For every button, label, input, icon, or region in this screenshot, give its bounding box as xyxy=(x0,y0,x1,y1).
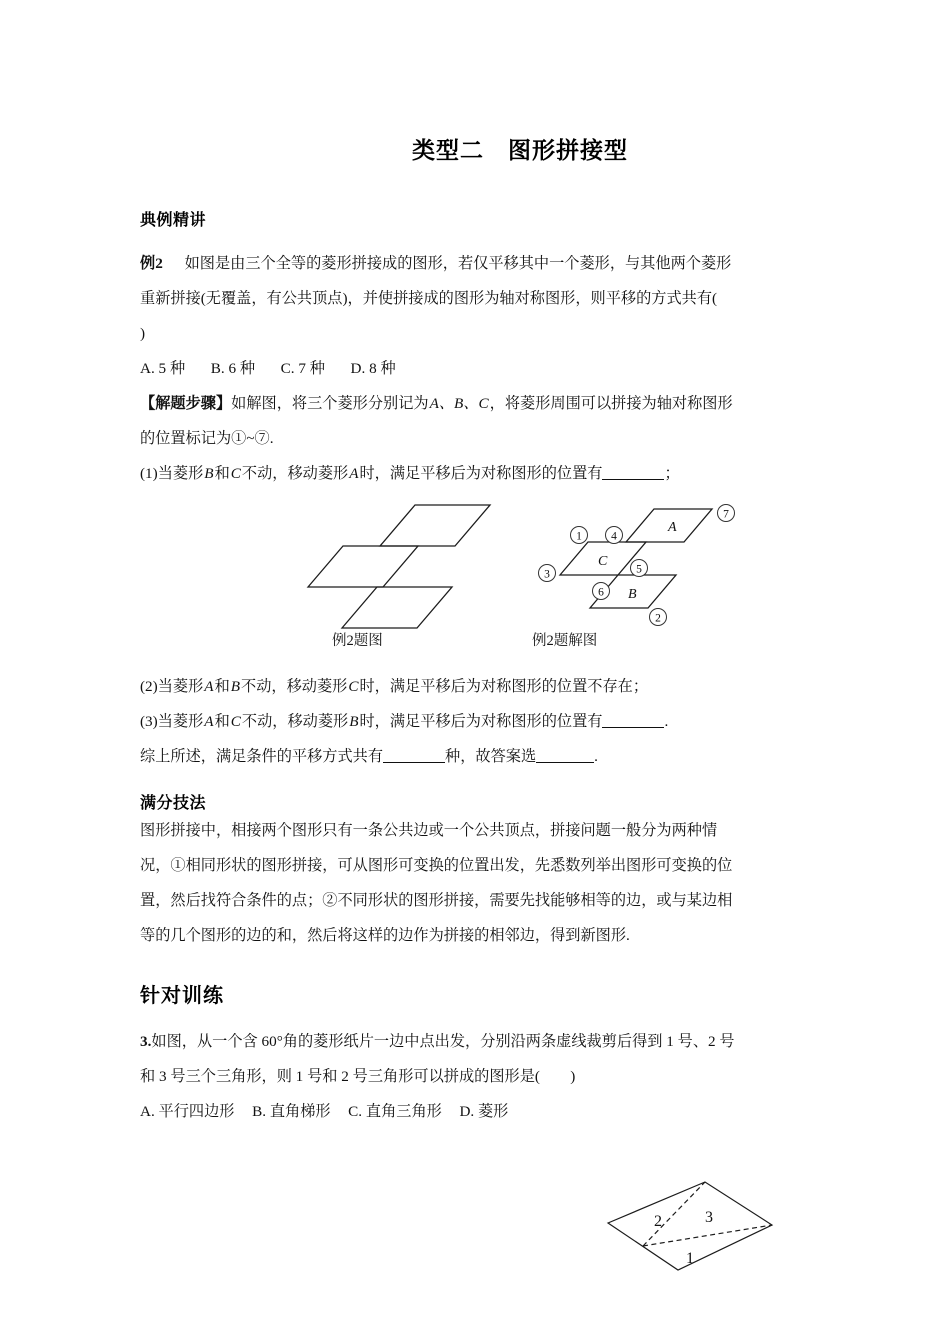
practice-option-b[interactable]: B. 直角梯形 xyxy=(252,1103,331,1120)
cut-line-1 xyxy=(643,1182,705,1246)
label-C: C xyxy=(598,554,608,569)
position-marker-6 xyxy=(593,583,610,600)
example-label: 例2 xyxy=(140,255,163,272)
technique-line2: 况，①相同形状的图形拼接，可从图形可变换的位置出发，先悉数列举出图形可变换的位 xyxy=(140,857,733,874)
step3-rhombus-A: A xyxy=(204,713,214,730)
solution-header: 【解题步骤】 xyxy=(140,395,232,412)
example-stem-line1: 如图是由三个全等的菱形拼接成的图形，若仅平移其中一个菱形，与其他两个菱形 xyxy=(184,255,732,272)
solution-intro-line2 xyxy=(140,421,830,456)
step3-c: 不动，移动菱形 xyxy=(241,713,349,730)
example-stem-line2: 重新拼接(无覆盖，有公共顶点)，并使拼接成的图形为轴对称图形，则平移的方式共有( xyxy=(140,290,718,307)
practice-stem-line2: 和 3 号三个三角形，则 1 号和 2 号三角形可以拼成的图形是( ) xyxy=(140,1068,576,1085)
conclusion-c: . xyxy=(594,748,598,765)
step3-e: . xyxy=(664,713,669,730)
conclusion-a: 综上所述，满足条件的平移方式共有 xyxy=(140,748,383,765)
solution-intro-marks: A、B、C xyxy=(429,395,489,412)
svg-text:4: 4 xyxy=(611,530,617,543)
technique-line4: 等的几个图形的边的和，然后将这样的边作为拼接的相邻边，得到新图形. xyxy=(140,927,630,944)
cut-line-2 xyxy=(643,1225,772,1246)
example-stem-line2-wrap xyxy=(140,281,830,316)
figure-block xyxy=(140,501,830,669)
answer-blank-step1[interactable] xyxy=(602,479,664,480)
position-marker-7 xyxy=(718,505,735,522)
svg-text:1: 1 xyxy=(576,530,582,543)
caption-example-figure: 例2题图 xyxy=(332,633,383,649)
answer-blank-choice[interactable] xyxy=(536,762,594,763)
svg-text:5: 5 xyxy=(636,563,642,576)
example-stem xyxy=(140,246,830,281)
section-heading-manfen-jifa: 满分技法 xyxy=(140,793,207,812)
svg-text:2: 2 xyxy=(655,612,661,625)
step3-rhombus-C: C xyxy=(230,713,241,730)
rhombus-middle xyxy=(308,546,418,587)
position-marker-1 xyxy=(571,527,588,544)
practice-options xyxy=(140,1094,830,1129)
section-heading-zhendui-xunlian: 针对训练 xyxy=(140,983,224,1007)
solution-intro-part2: ，将菱形周围可以拼接为轴对称图形 xyxy=(489,395,733,412)
position-marker-4 xyxy=(606,527,623,544)
example-stem-line3-wrap xyxy=(140,316,830,351)
caption-solution-figure: 例2题解图 xyxy=(532,633,598,649)
step2-d: 时，满足平移后为对称图形的位置不存在； xyxy=(359,678,649,695)
option-d[interactable]: D. 8 种 xyxy=(350,360,396,377)
step3-rhombus-B: B xyxy=(349,713,359,730)
conclusion-b: 种，故答案选 xyxy=(445,748,537,765)
step2-a: (2)当菱形 xyxy=(140,678,204,695)
example-figure-three-rhombi xyxy=(300,503,500,631)
step1-rhombus-C: C xyxy=(230,465,241,482)
triangle-label-1: 1 xyxy=(686,1250,694,1267)
position-marker-5 xyxy=(631,560,648,577)
practice-option-a[interactable]: A. 平行四边形 xyxy=(140,1103,235,1120)
answer-blank-step3[interactable] xyxy=(602,727,664,728)
step2-b: 和 xyxy=(214,678,230,695)
section-heading-dianli-jingjiang: 典例精讲 xyxy=(140,210,207,229)
practice-figure-rhombus xyxy=(600,1170,780,1280)
example-options xyxy=(140,351,830,386)
solution-step-2 xyxy=(140,669,830,704)
rhombus-bottom xyxy=(342,587,452,628)
solution-intro-part1: 如解图，将三个菱形分别记为 xyxy=(231,395,429,412)
step2-rhombus-C: C xyxy=(348,678,359,695)
step1-a: (1)当菱形 xyxy=(140,465,204,482)
option-b[interactable]: B. 6 种 xyxy=(210,360,256,377)
position-marker-3 xyxy=(539,565,556,582)
svg-text:7: 7 xyxy=(723,508,729,521)
solution-intro-line2-text: 的位置标记为①~⑦. xyxy=(140,430,274,447)
technique-line3: 置，然后找符合条件的点；②不同形状的图形拼接，需要先找能够相等的边，或与某边相 xyxy=(140,892,733,909)
step2-rhombus-B: B xyxy=(230,678,241,695)
svg-text:6: 6 xyxy=(598,586,604,599)
step3-b: 和 xyxy=(214,713,230,730)
option-a[interactable]: A. 5 种 xyxy=(140,360,186,377)
triangle-label-3: 3 xyxy=(705,1209,713,1226)
step1-b: 和 xyxy=(214,465,230,482)
practice-stem-line1 xyxy=(140,1024,830,1059)
step2-c: 不动，移动菱形 xyxy=(241,678,348,695)
solution-step-1 xyxy=(140,456,830,491)
solution-step-3 xyxy=(140,704,830,739)
step1-e: ； xyxy=(664,465,680,482)
practice-stem-line1-text: 如图，从一个含 60°角的菱形纸片一边中点出发，分别沿两条虚线裁剪后得到 1 号、2 号 xyxy=(151,1033,735,1050)
position-marker-2 xyxy=(650,609,667,626)
example-solution-figure xyxy=(530,503,760,633)
step1-d: 时，满足平移后为对称图形的位置有 xyxy=(359,465,603,482)
example-stem-line3: ) xyxy=(140,325,146,342)
step1-c: 不动，移动菱形 xyxy=(241,465,349,482)
solution-conclusion xyxy=(140,739,830,774)
solution-intro xyxy=(140,386,830,421)
rhombus-top xyxy=(380,505,490,546)
triangle-label-2: 2 xyxy=(654,1213,662,1230)
answer-blank-count[interactable] xyxy=(383,762,445,763)
step1-rhombus-B: B xyxy=(204,465,214,482)
step1-rhombus-A: A xyxy=(349,465,359,482)
step3-d: 时，满足平移后为对称图形的位置有 xyxy=(359,713,603,730)
step2-rhombus-A: A xyxy=(204,678,214,695)
label-B: B xyxy=(628,587,637,602)
practice-option-d[interactable]: D. 菱形 xyxy=(459,1103,509,1120)
practice-number: 3. xyxy=(140,1033,152,1050)
practice-option-c[interactable]: C. 直角三角形 xyxy=(348,1103,442,1120)
step3-a: (3)当菱形 xyxy=(140,713,204,730)
svg-text:3: 3 xyxy=(544,568,550,581)
technique-line1: 图形拼接中，相接两个图形只有一条公共边或一个公共顶点，拼接问题一般分为两种情 xyxy=(140,822,718,839)
page-title: 类型二 图形拼接型 xyxy=(412,138,628,164)
option-c[interactable]: C. 7 种 xyxy=(280,360,325,377)
label-A: A xyxy=(668,520,677,535)
